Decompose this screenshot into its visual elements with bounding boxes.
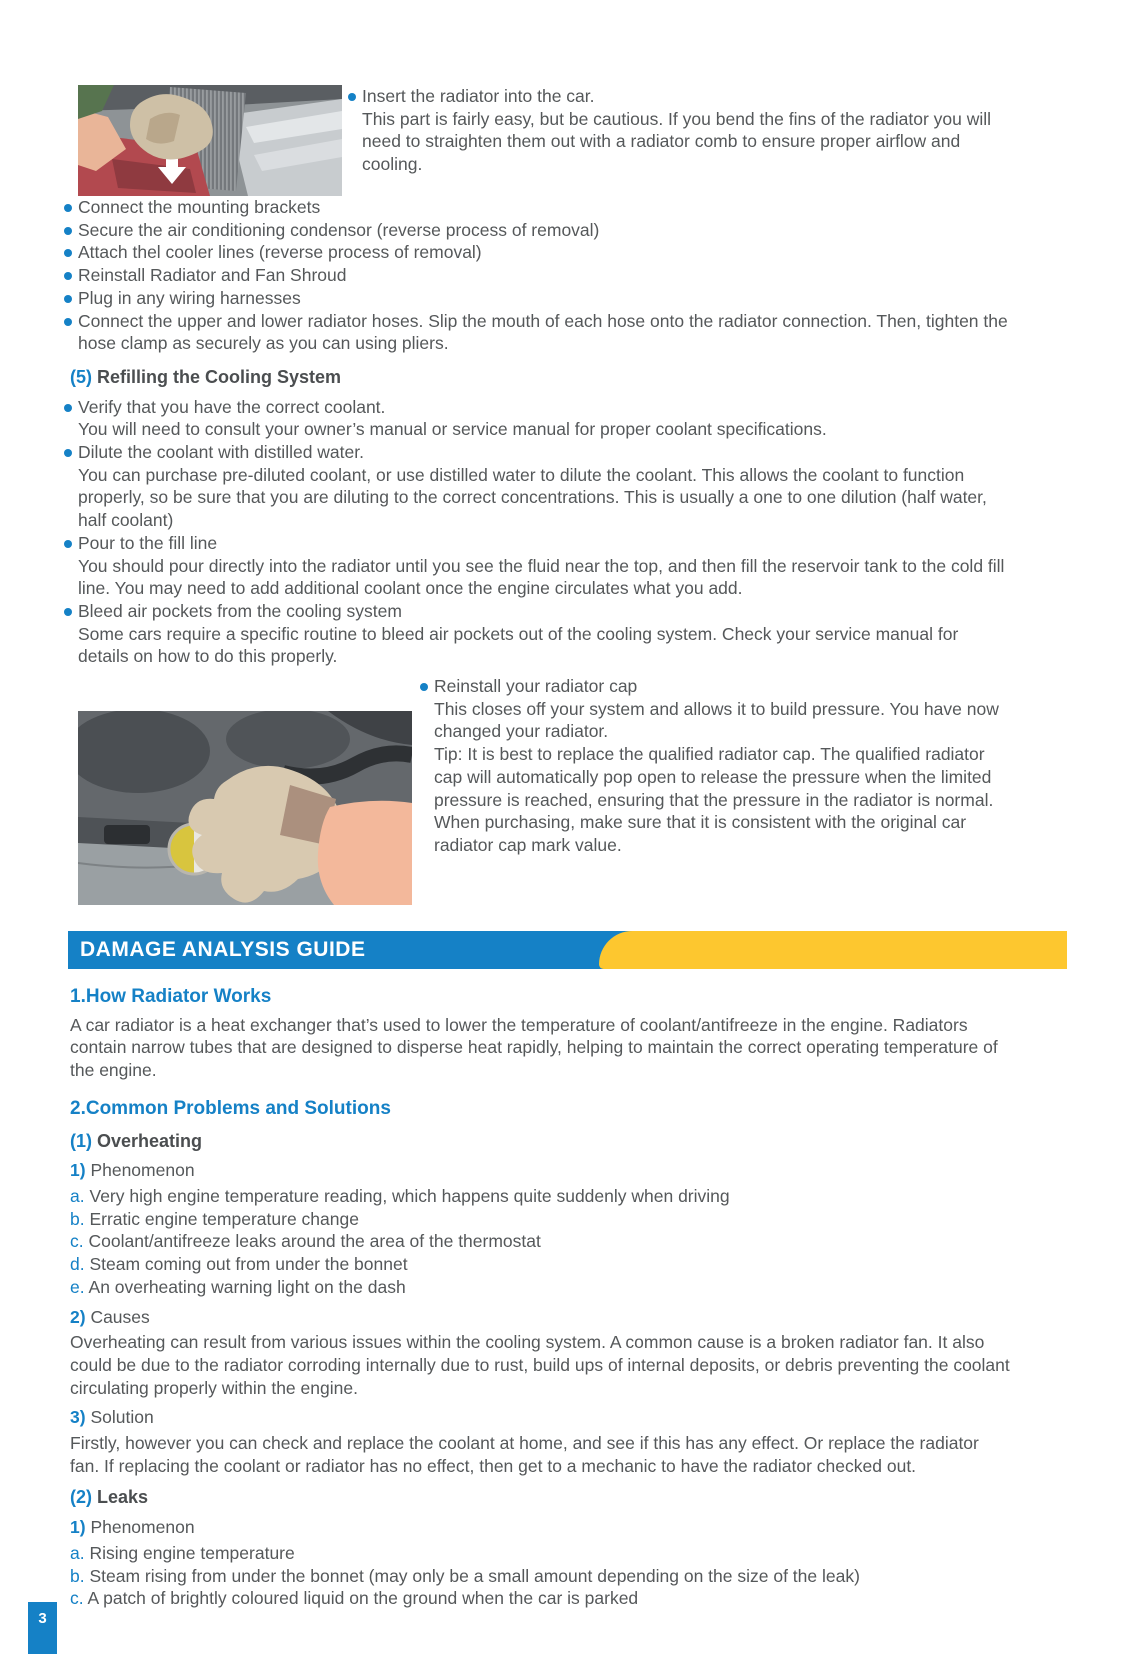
cap-step — [420, 675, 1012, 857]
list-item: Attach thel cooler lines (reverse process of removal) — [64, 241, 1012, 264]
step-title: Dilute the coolant with distilled water. — [78, 442, 364, 463]
page-number: 3 — [38, 1610, 47, 1627]
list-item: Connect the upper and lower radiator hoses. Slip the mouth of each hose onto the radiator connection. Then, tighten the hose clamp as securely as you can using pliers. — [64, 310, 1012, 355]
damage-analysis-banner — [68, 931, 1067, 969]
step-tip: Tip: It is best to replace the qualified radiator cap. The qualified radiator cap will automatically pop open to release the pressure when the limited pressure is reached, ensuring that the pressure in the radiator is normal. When purchasing, make sure that it is consistent with the original car radiator cap mark value. — [434, 744, 994, 855]
how-radiator-works-heading: 1.How Radiator Works — [70, 986, 272, 1008]
list-item: Connect the mounting brackets — [64, 196, 1012, 219]
item-letter: b. — [70, 1565, 85, 1586]
refill-steps-list — [64, 396, 1012, 668]
list-item — [70, 1253, 1012, 1276]
item-letter: a. — [70, 1542, 85, 1563]
step-body: This part is fairly easy, but be cautious. If you bend the fins of the radiator you will need to straighten them out with a radiator comb to ensure proper airflow and cooling. — [362, 108, 992, 175]
solution-title: Solution — [90, 1407, 154, 1428]
phenomenon-number: 1) — [70, 1160, 86, 1181]
leaks-number: (2) — [70, 1487, 92, 1508]
refill-heading — [70, 366, 1012, 389]
step-body: This closes off your system and allows it to build pressure. You have now changed your radiator. — [434, 698, 999, 742]
list-item — [70, 1565, 1012, 1588]
overheating-number: (1) — [70, 1130, 92, 1151]
list-item — [70, 1208, 1012, 1231]
overheating-phenomenon-heading — [70, 1159, 1012, 1182]
step-title: Verify that you have the correct coolant. — [78, 396, 386, 417]
step-title: Reinstall your radiator cap — [434, 676, 638, 697]
item-letter: c. — [70, 1231, 84, 1252]
page-number-badge — [28, 1602, 57, 1654]
damage-guide-section — [64, 986, 1012, 1610]
causes-title: Causes — [90, 1306, 150, 1327]
banner-yellow-swoosh — [599, 931, 1067, 969]
overheating-title: Overheating — [97, 1130, 203, 1151]
step-body: You will need to consult your owner’s manual or service manual for proper coolant specifications. — [78, 419, 827, 440]
list-item — [70, 1185, 1012, 1208]
step-title: Bleed air pockets from the cooling system — [78, 600, 402, 621]
list-item — [64, 532, 1012, 600]
step-body: Some cars require a specific routine to bleed air pockets out of the cooling system. Check your service manual for details on how to do this properly. — [78, 623, 959, 667]
causes-body: Overheating can result from various issues within the cooling system. A common cause is a broken radiator fan. It also could be due to the radiator corroding internally due to rust, build ups of internal deposits, or debris preventing the coolant circulating properly within the engine. — [70, 1332, 1010, 1398]
list-item: Reinstall Radiator and Fan Shroud — [64, 264, 1012, 287]
how-radiator-works-body: A car radiator is a heat exchanger that’s used to lower the temperature of coolant/antifreeze in the engine. Radiators contain narrow tubes that are designed to disperse heat rapidly, helping to maintain the correct operating temperature of the engine. — [70, 1014, 998, 1081]
banner-title: DAMAGE ANALYSIS GUIDE — [80, 938, 366, 962]
step-body: You should pour directly into the radiator until you see the fluid near the top, and then fill the reservoir tank to the cold fill line. You may need to add additional coolant once the engine circulates what you add. — [78, 555, 1005, 599]
insert-step-row — [78, 85, 1012, 196]
radiator-cap-illustration — [78, 711, 412, 905]
reassembly-steps-list — [64, 196, 1012, 355]
cap-step-row — [78, 675, 1012, 905]
item-letter: d. — [70, 1254, 85, 1275]
radiator-install-illustration — [78, 85, 342, 196]
item-text: Steam coming out from under the bonnet — [89, 1254, 408, 1275]
item-text: Erratic engine temperature change — [89, 1208, 359, 1229]
list-item: Plug in any wiring harnesses — [64, 287, 1012, 310]
item-text: An overheating warning light on the dash — [88, 1276, 406, 1297]
insert-step — [348, 85, 1012, 176]
causes-heading — [70, 1306, 1012, 1329]
refill-heading-text: Refilling the Cooling System — [97, 366, 342, 387]
leaks-phenomenon-heading — [70, 1516, 1012, 1539]
common-problems-heading: 2.Common Problems and Solutions — [70, 1097, 391, 1119]
item-letter: a. — [70, 1185, 85, 1206]
list-item — [64, 600, 1012, 668]
list-item — [70, 1276, 1012, 1299]
solution-number: 3) — [70, 1407, 86, 1428]
solution-heading — [70, 1406, 1012, 1429]
list-item — [64, 396, 1012, 441]
phenomenon-title: Phenomenon — [90, 1517, 195, 1538]
item-text: Coolant/antifreeze leaks around the area of the thermostat — [88, 1231, 541, 1252]
step-body: You can purchase pre-diluted coolant, or use distilled water to dilute the coolant. This allows the coolant to function properly, so be sure that you are diluting to the correct concentrations. This is usually a one to one dilution (half water, half coolant) — [78, 464, 987, 531]
causes-number: 2) — [70, 1306, 86, 1327]
leaks-title: Leaks — [97, 1487, 149, 1508]
item-letter: c. — [70, 1588, 84, 1609]
phenomenon-title: Phenomenon — [90, 1160, 195, 1181]
item-letter: e. — [70, 1276, 85, 1297]
list-item — [70, 1587, 1012, 1610]
refill-heading-number: (5) — [70, 366, 92, 387]
list-item — [64, 441, 1012, 532]
phenomenon-number: 1) — [70, 1517, 86, 1538]
overheating-heading — [70, 1130, 1012, 1153]
item-letter: b. — [70, 1208, 85, 1229]
list-item — [70, 1230, 1012, 1253]
list-item — [70, 1542, 1012, 1565]
item-text: Steam rising from under the bonnet (may only be a small amount depending on the size of the leak) — [89, 1565, 860, 1586]
solution-body: Firstly, however you can check and replace the coolant at home, and see if this has any effect. Or replace the radiator fan. If replacing the coolant or radiator has no effect, then get to a mechanic to have the radiator checked out. — [70, 1433, 979, 1476]
item-text: Very high engine temperature reading, which happens quite suddenly when driving — [89, 1185, 730, 1206]
leaks-heading — [70, 1486, 1012, 1509]
step-title: Pour to the fill line — [78, 532, 218, 553]
list-item: Secure the air conditioning condensor (reverse process of removal) — [64, 219, 1012, 242]
page-content — [64, 85, 1012, 1610]
item-text: Rising engine temperature — [89, 1542, 295, 1563]
item-text: A patch of brightly coloured liquid on the ground when the car is parked — [87, 1588, 639, 1609]
step-title: Insert the radiator into the car. — [362, 86, 595, 106]
